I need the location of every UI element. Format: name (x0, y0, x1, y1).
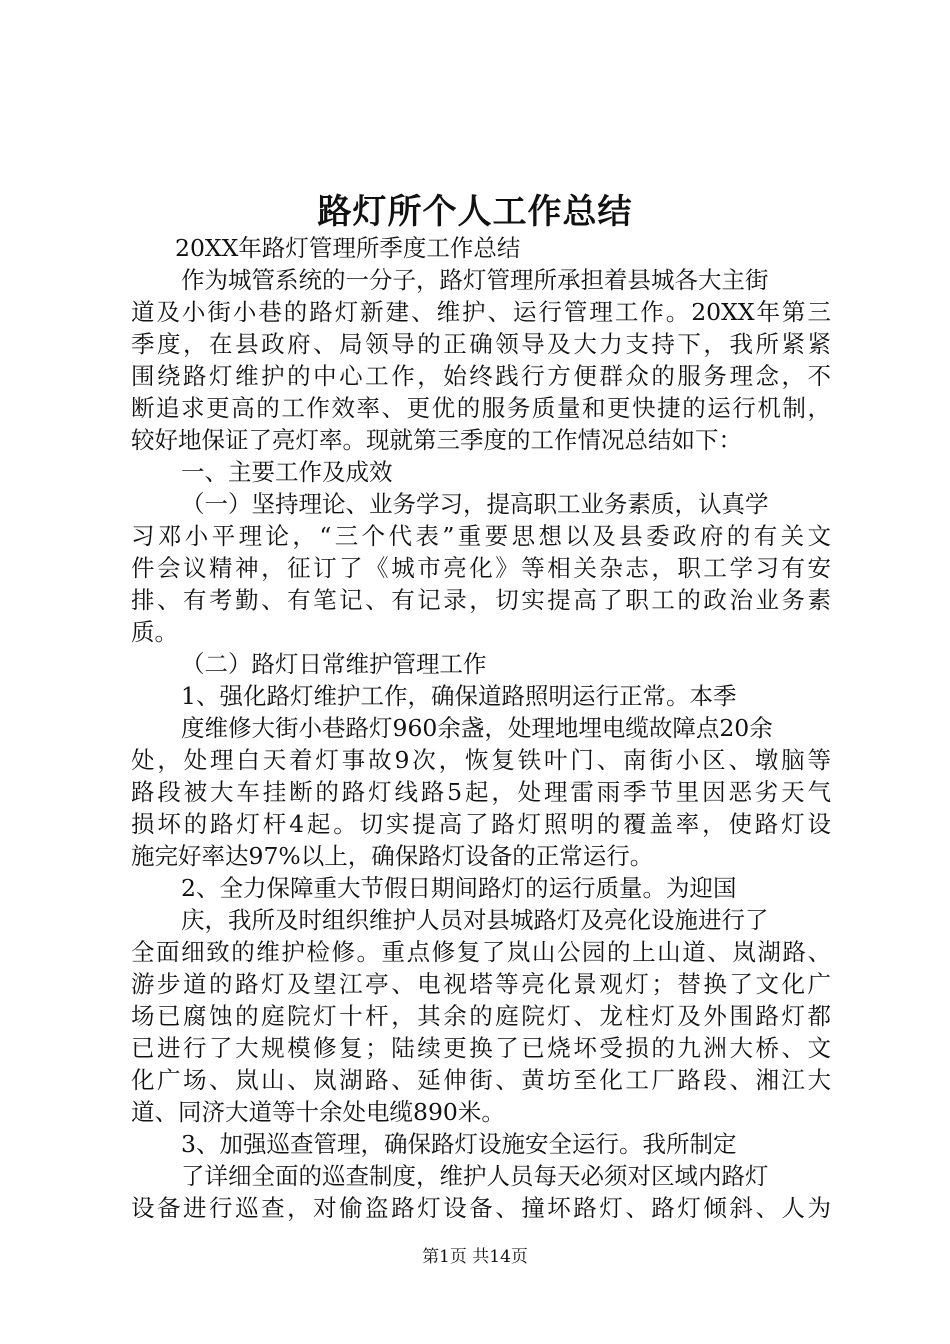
paragraph-line: 场已腐蚀的庭院灯十杆，其余的庭院灯、龙柱灯及外围路灯都 (131, 1002, 831, 1030)
paragraph-line: 1、强化路灯维护工作，确保道路照明运行正常。本季 (181, 682, 737, 710)
paragraph-line: 已进行了大规模修复；陆续更换了已烧坏受损的九洲大桥、文 (131, 1034, 831, 1062)
paragraph-line: 全面细致的维护检修。重点修复了岚山公园的上山道、岚湖路、 (131, 938, 831, 966)
paragraph-line: 道、同济大道等十余处电缆890米。 (131, 1098, 505, 1126)
paragraph-line: 件会议精神，征订了《城市亮化》等相关杂志，职工学习有安 (131, 554, 831, 582)
paragraph-line: 道及小街小巷的路灯新建、维护、运行管理工作。20XX年第三 (131, 298, 831, 326)
paragraph-line: 季度，在县政府、局领导的正确领导及大力支持下，我所紧紧 (131, 330, 831, 358)
paragraph-line: 围绕路灯维护的中心工作，始终践行方便群众的服务理念，不 (131, 362, 831, 390)
subsection-heading: （二）路灯日常维护管理工作 (181, 650, 487, 678)
paragraph-line: 游步道的路灯及望江亭、电视塔等亮化景观灯；替换了文化广 (131, 970, 831, 998)
section-heading: 一、主要工作及成效 (181, 458, 393, 486)
subtitle-line: 20XX年路灯管理所季度工作总结 (175, 234, 521, 262)
page-number-footer: 第1页 共14页 (422, 1247, 528, 1267)
paragraph-line: 庆，我所及时组织维护人员对县城路灯及亮化设施进行了 (181, 906, 769, 934)
paragraph-line: 路段被大车挂断的路灯线路5起，处理雷雨季节里因恶劣天气 (131, 778, 831, 806)
paragraph-line: 3、加强巡查管理，确保路灯设施安全运行。我所制定 (181, 1130, 737, 1158)
paragraph-line: 习邓小平理论，“三个代表”重要思想以及县委政府的有关文 (131, 522, 831, 550)
paragraph-line: 度维修大街小巷路灯960余盏，处理地埋电缆故障点20余 (181, 714, 773, 742)
paragraph-line: 质。 (131, 618, 178, 646)
paragraph-line: 施完好率达97%以上，确保路灯设备的正常运行。 (131, 842, 654, 870)
document-title: 路灯所个人工作总结 (317, 192, 633, 232)
paragraph-line: 设备进行巡查，对偷盗路灯设备、撞坏路灯、路灯倾斜、人为 (131, 1194, 831, 1222)
paragraph-line: 断追求更高的工作效率、更优的服务质量和更快捷的运行机制， (131, 394, 831, 422)
paragraph-line: 2、全力保障重大节假日期间路灯的运行质量。为迎国 (181, 874, 737, 902)
paragraph-line: 较好地保证了亮灯率。现就第三季度的工作情况总结如下： (131, 426, 742, 454)
paragraph-line: 处，处理白天着灯事故9次，恢复铁叶门、南街小区、墩脑等 (131, 746, 831, 774)
paragraph-line: 排、有考勤、有笔记、有记录，切实提高了职工的政治业务素 (131, 586, 831, 614)
paragraph-line: 化广场、岚山、岚湖路、延伸街、黄坊至化工厂路段、湘江大 (131, 1066, 831, 1094)
paragraph-line: 损坏的路灯杆4起。切实提高了路灯照明的覆盖率，使路灯设 (131, 810, 831, 838)
paragraph-line: （一）坚持理论、业务学习，提高职工业务素质，认真学 (181, 490, 769, 518)
paragraph-line: 作为城管系统的一分子，路灯管理所承担着县城各大主街 (181, 266, 769, 294)
paragraph-line: 了详细全面的巡查制度，维护人员每天必须对区域内路灯 (181, 1162, 769, 1190)
